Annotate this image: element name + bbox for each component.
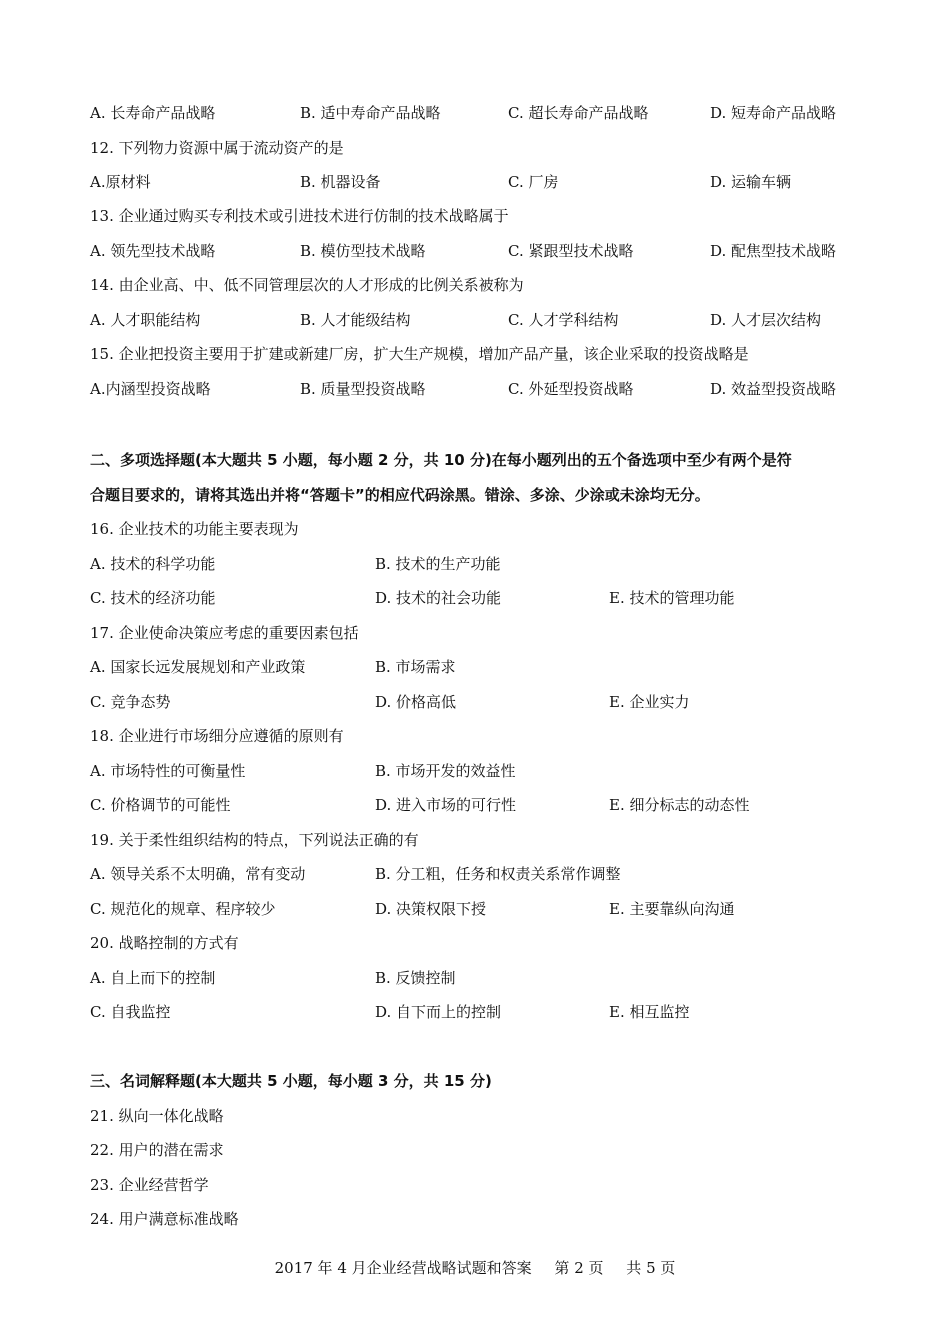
q19-stem: 19. 关于柔性组织结构的特点，下列说法正确的有 [90,831,419,849]
q19-option-a: A. 领导关系不太明确，常有变动 [90,865,306,883]
q17-option-e: E. 企业实力 [609,693,690,711]
q16-option-a: A. 技术的科学功能 [90,555,216,573]
q13-option-a: A. 领先型技术战略 [90,242,216,260]
q21-term: 21. 纵向一体化战略 [90,1107,224,1125]
q22-term: 22. 用户的潜在需求 [90,1141,224,1159]
q17-option-b: B. 市场需求 [375,658,456,676]
q18-option-d: D. 进入市场的可行性 [375,796,517,814]
q16-options-row2 [90,586,870,610]
q17-option-c: C. 竞争态势 [90,693,171,711]
q12-option-a: A.原材料 [90,173,151,191]
q20-option-e: E. 相互监控 [609,1003,690,1021]
q20-option-a: A. 自上而下的控制 [90,969,216,987]
q19-options-row1 [90,862,870,886]
q15-option-d: D. 效益型投资战略 [710,380,837,398]
footer-title: 2017 年 4 月企业经营战略试题和答案 [274,1259,532,1277]
q15-option-b: B. 质量型投资战略 [300,380,426,398]
q19-option-c: C. 规范化的规章、程序较少 [90,900,276,918]
q24-term: 24. 用户满意标准战略 [90,1210,239,1228]
q17-options-row2 [90,690,870,714]
section2-heading-line1: 二、多项选择题(本大题共 5 小题，每小题 2 分，共 10 分)在每小题列出的五个备选项中至少有两个是符 [90,451,792,469]
q12-stem: 12. 下列物力资源中属于流动资产的是 [90,139,344,157]
q16-stem: 16. 企业技术的功能主要表现为 [90,520,299,538]
q17-option-d: D. 价格高低 [375,693,457,711]
page-footer [0,1256,950,1280]
q20-stem: 20. 战略控制的方式有 [90,934,239,952]
q20-option-b: B. 反馈控制 [375,969,456,987]
q18-option-e: E. 细分标志的动态性 [609,796,750,814]
q14-options [90,308,870,332]
q15-options [90,377,870,401]
q11-options [90,101,870,125]
q11-option-c: C. 超长寿命产品战略 [508,104,649,122]
q13-option-d: D. 配焦型技术战略 [710,242,837,260]
q16-option-e: E. 技术的管理功能 [609,589,735,607]
q14-option-d: D. 人才层次结构 [710,311,822,329]
q18-options-row2 [90,793,870,817]
q19-option-d: D. 决策权限下授 [375,900,487,918]
q23-term: 23. 企业经营哲学 [90,1176,209,1194]
q15-option-a: A.内涵型投资战略 [90,380,211,398]
section3-heading: 三、名词解释题(本大题共 5 小题，每小题 3 分，共 15 分) [90,1072,492,1090]
section2-heading-line2: 合题目要求的，请将其选出并将“答题卡”的相应代码涂黑。错涂、多涂、少涂或未涂均无分。 [90,486,710,504]
q19-options-row2 [90,897,870,921]
footer-page-number: 第 2 页 [554,1259,604,1277]
q18-options-row1 [90,759,870,783]
q14-option-c: C. 人才学科结构 [508,311,619,329]
q18-option-c: C. 价格调节的可能性 [90,796,231,814]
q18-option-a: A. 市场特性的可衡量性 [90,762,246,780]
q16-option-d: D. 技术的社会功能 [375,589,502,607]
q13-option-c: C. 紧跟型技术战略 [508,242,634,260]
q11-option-b: B. 适中寿命产品战略 [300,104,441,122]
q15-stem: 15. 企业把投资主要用于扩建或新建厂房，扩大生产规模，增加产品产量，该企业采取的投资战略是 [90,345,749,363]
q17-stem: 17. 企业使命决策应考虑的重要因素包括 [90,624,359,642]
q14-option-a: A. 人才职能结构 [90,311,201,329]
q18-option-b: B. 市场开发的效益性 [375,762,516,780]
q16-options-row1 [90,552,870,576]
q17-options-row1 [90,655,870,679]
q20-option-d: D. 自下而上的控制 [375,1003,502,1021]
q18-stem: 18. 企业进行市场细分应遵循的原则有 [90,727,344,745]
q19-option-b: B. 分工粗，任务和权责关系常作调整 [375,865,621,883]
q16-option-b: B. 技术的生产功能 [375,555,501,573]
q13-option-b: B. 模仿型技术战略 [300,242,426,260]
q19-option-e: E. 主要靠纵向沟通 [609,900,735,918]
q12-options [90,170,870,194]
q14-option-b: B. 人才能级结构 [300,311,411,329]
q13-options [90,239,870,263]
q13-stem: 13. 企业通过购买专利技术或引进技术进行仿制的技术战略属于 [90,207,509,225]
q16-option-c: C. 技术的经济功能 [90,589,216,607]
q12-option-b: B. 机器设备 [300,173,381,191]
q17-option-a: A. 国家长远发展规划和产业政策 [90,658,306,676]
q11-option-a: A. 长寿命产品战略 [90,104,216,122]
q15-option-c: C. 外延型投资战略 [508,380,634,398]
q20-option-c: C. 自我监控 [90,1003,171,1021]
q11-option-d: D. 短寿命产品战略 [710,104,837,122]
q20-options-row1 [90,966,870,990]
q12-option-d: D. 运输车辆 [710,173,792,191]
q14-stem: 14. 由企业高、中、低不同管理层次的人才形成的比例关系被称为 [90,276,524,294]
q20-options-row2 [90,1000,870,1024]
q12-option-c: C. 厂房 [508,173,559,191]
footer-total-pages: 共 5 页 [626,1259,676,1277]
